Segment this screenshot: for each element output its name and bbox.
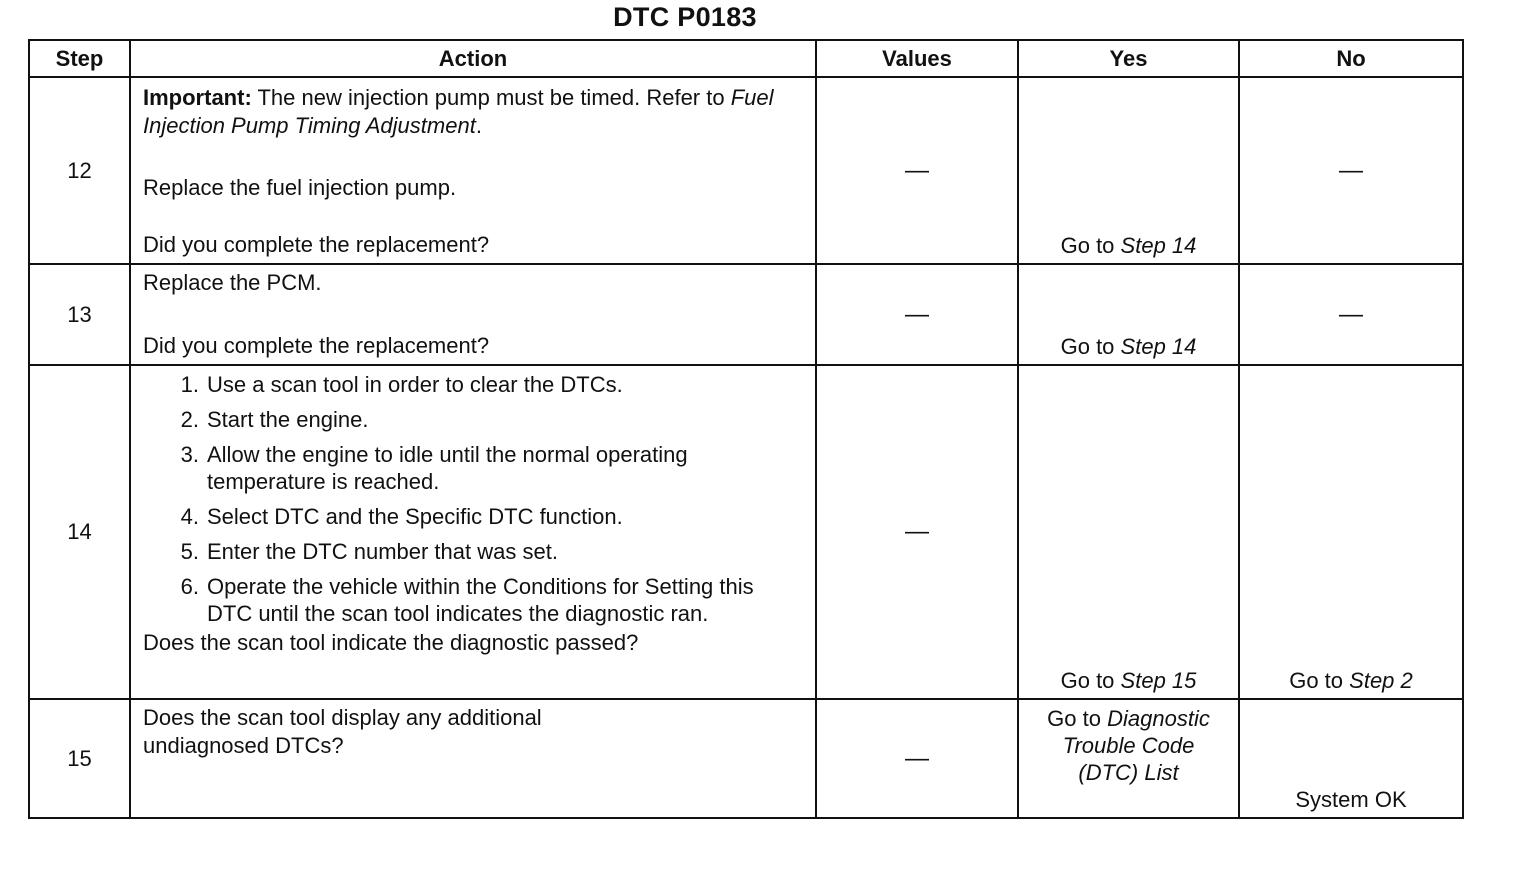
yes-ref: Step 15: [1120, 668, 1197, 693]
yes-cell: [1018, 365, 1239, 699]
table-row-step-12: [29, 77, 1463, 264]
yes-ref: Step 14: [1120, 233, 1197, 258]
yes-cell: [1018, 77, 1239, 264]
step-number: 13: [29, 264, 130, 365]
yes-cell: [1018, 264, 1239, 365]
no-cell: —: [1239, 77, 1463, 264]
go-to-label: Go to: [1060, 668, 1115, 693]
list-item: 6. Operate the vehicle within the Conditions for Setting this DTC until the scan tool indicates the diagnostic ran.: [180, 574, 754, 626]
important-text: The new injection pump must be timed. Refer to: [257, 85, 725, 110]
header-no: No: [1239, 40, 1463, 77]
question: Did you complete the replacement?: [143, 232, 490, 257]
procedure-list: [143, 371, 803, 627]
table-row-step-13: [29, 264, 1463, 365]
question: Did you complete the replacement?: [143, 333, 490, 358]
instruction: Replace the fuel injection pump.: [143, 175, 457, 200]
diagnostic-table: [28, 39, 1464, 819]
list-item: 3. Allow the engine to idle until the normal operating temperature is reached.: [180, 442, 688, 494]
table-row-step-15: [29, 699, 1463, 818]
page-title: DTC P0183: [613, 2, 757, 32]
action-cell: [130, 264, 816, 365]
values-cell: —: [816, 365, 1018, 699]
no-cell: System OK: [1239, 699, 1463, 818]
step-number: 14: [29, 365, 130, 699]
action-cell: [130, 77, 816, 264]
action-cell: [130, 365, 816, 699]
yes-ref: Step 14: [1120, 334, 1197, 359]
values-cell: —: [816, 77, 1018, 264]
action-cell: [130, 699, 816, 818]
no-cell: [1239, 365, 1463, 699]
list-item: 2. Start the engine.: [180, 407, 369, 432]
header-action: Action: [130, 40, 816, 77]
yes-cell: [1018, 699, 1239, 818]
no-cell: —: [1239, 264, 1463, 365]
yes-ref: Diagnostic Trouble Code (DTC) List: [1062, 706, 1210, 785]
step-number: 12: [29, 77, 130, 264]
important-note: [143, 84, 803, 140]
header-row: [29, 40, 1463, 77]
list-item: 1. Use a scan tool in order to clear the DTCs.: [180, 372, 623, 397]
question: Does the scan tool display any additional undiagnosed DTCs?: [143, 705, 542, 758]
header-step: Step: [29, 40, 130, 77]
question: Does the scan tool indicate the diagnostic passed?: [143, 630, 639, 655]
header-values: Values: [816, 40, 1018, 77]
values-cell: —: [816, 699, 1018, 818]
go-to-label: Go to: [1289, 668, 1344, 693]
go-to-label: Go to: [1047, 706, 1101, 731]
instruction: Replace the PCM.: [143, 270, 322, 295]
no-ref: Step 2: [1349, 668, 1413, 693]
table-row-step-14: [29, 365, 1463, 699]
list-item: 5. Enter the DTC number that was set.: [180, 539, 558, 564]
go-to-label: Go to: [1060, 233, 1115, 258]
values-cell: —: [816, 264, 1018, 365]
important-end: .: [475, 113, 482, 138]
list-item: 4. Select DTC and the Specific DTC function.: [180, 504, 623, 529]
step-number: 15: [29, 699, 130, 818]
header-yes: Yes: [1018, 40, 1239, 77]
important-label: Important:: [143, 85, 252, 110]
go-to-label: Go to: [1060, 334, 1115, 359]
important-ref: Fuel Injection Pump Timing Adjustment: [143, 85, 774, 138]
